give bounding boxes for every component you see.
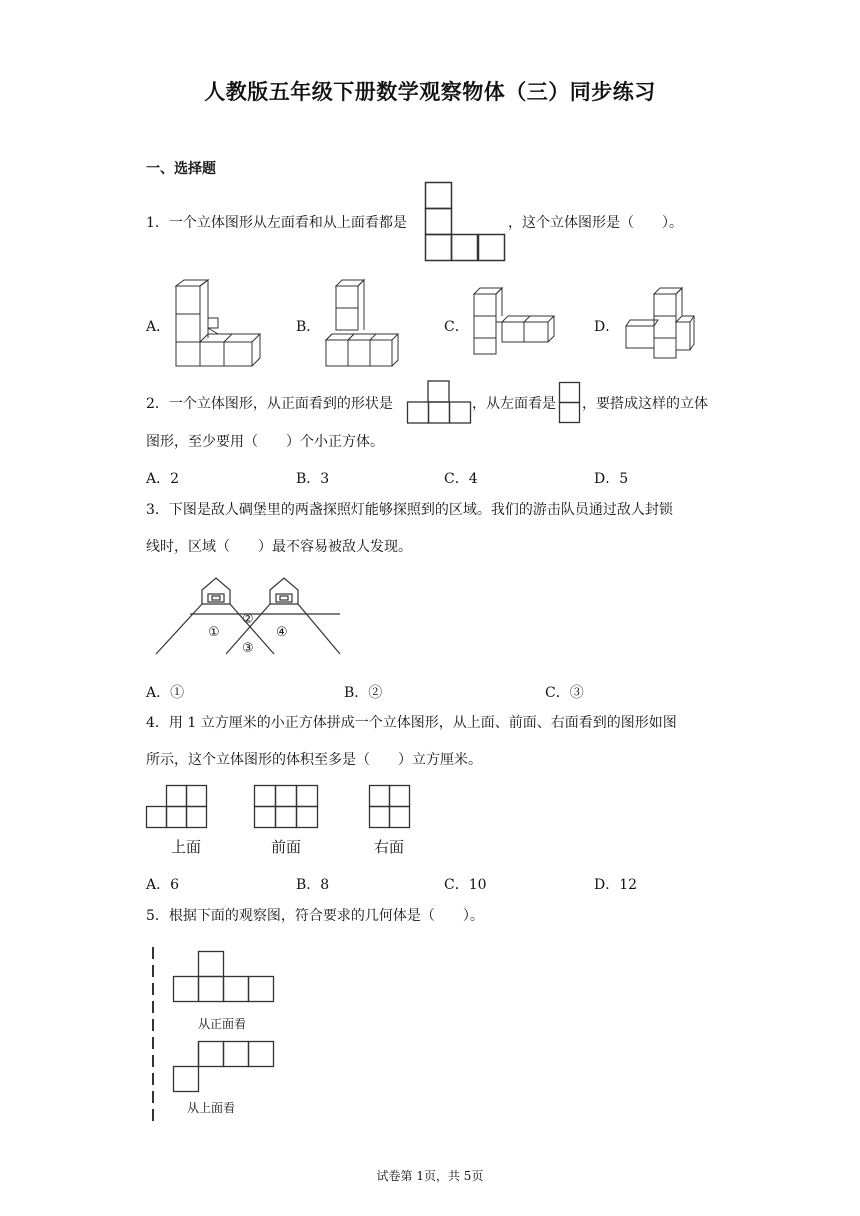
q3-stem-line1: 3．下图是敌人碉堡里的两盏探照灯能够探照到的区域。我们的游击队员通过敌人封锁 [146,502,673,518]
q3-region-1: ① [208,625,220,640]
q3-region-4: ④ [276,625,288,640]
q1-view-figure [425,182,505,264]
q1-option-b[interactable]: B． [296,319,321,335]
q4-option-b[interactable]: B．8 [296,877,330,893]
q2-option-a[interactable]: A．2 [146,471,180,487]
q1-option-a[interactable]: A． [146,319,171,335]
q4-front-view-label: 前面 [271,838,302,856]
q4-top-view-label: 上面 [171,838,202,856]
q1-option-c-figure [470,286,560,358]
q2-stem-part1: 2．一个立体图形，从正面看到的形状是 [146,396,393,412]
q1-option-b-figure [322,278,402,370]
q1-option-a-figure [172,278,264,368]
q5-stem: 5．根据下面的观察图，符合要求的几何体是（ ）。 [146,908,484,924]
q2-front-view-figure [407,380,471,424]
q1-stem-part1: 1．一个立体图形从左面看和从上面看都是 [146,215,407,231]
q3-region-2: ② [242,612,254,627]
q1-stem-part2: ，这个立体图形是（ ）。 [508,215,683,231]
q1-option-c[interactable]: C． [444,319,469,335]
q3-option-a[interactable]: A．① [146,685,185,701]
q4-stem-line2: 所示，这个立体图形的体积至多是（ ）立方厘米。 [146,752,482,768]
page-title: 人教版五年级下册数学观察物体（三）同步练习 [204,80,656,104]
page-footer: 试卷第 1页，共 5页 [376,1169,484,1183]
q4-option-c[interactable]: C．10 [444,877,487,893]
section-heading: 一、选择题 [146,161,216,177]
q3-stem-line2: 线时，区域（ ）最不容易被敌人发现。 [146,539,412,555]
q2-stem-part2: ，从左面看是 [472,396,556,412]
q1-option-d[interactable]: D． [594,319,620,335]
q1-option-d-figure [622,286,702,362]
q4-front-view-figure [254,785,318,829]
q3-option-b[interactable]: B．② [344,685,383,701]
q4-option-a[interactable]: A．6 [146,877,180,893]
q5-views-figure [148,945,288,1125]
q2-stem-part4: 图形，至少要用（ ）个小正方体。 [146,434,384,450]
q3-region-3: ③ [242,641,254,656]
q2-option-c[interactable]: C．4 [444,471,478,487]
q5-front-view-label: 从正面看 [198,1017,247,1031]
q3-option-c[interactable]: C．③ [545,685,584,701]
q2-stem-part3: ，要搭成这样的立体 [582,396,708,412]
q4-top-view-figure [146,785,208,829]
q2-option-d[interactable]: D．5 [594,471,629,487]
q4-stem-line1: 4．用 1 立方厘米的小正方体拼成一个立体图形，从上面、前面、右面看到的图形如图 [146,715,677,731]
q4-right-view-figure [369,785,411,829]
q2-option-b[interactable]: B．3 [296,471,330,487]
q2-left-view-figure [559,382,581,424]
q4-option-d[interactable]: D．12 [594,877,638,893]
q5-top-view-label: 从上面看 [187,1101,236,1115]
q4-right-view-label: 右面 [374,838,405,856]
